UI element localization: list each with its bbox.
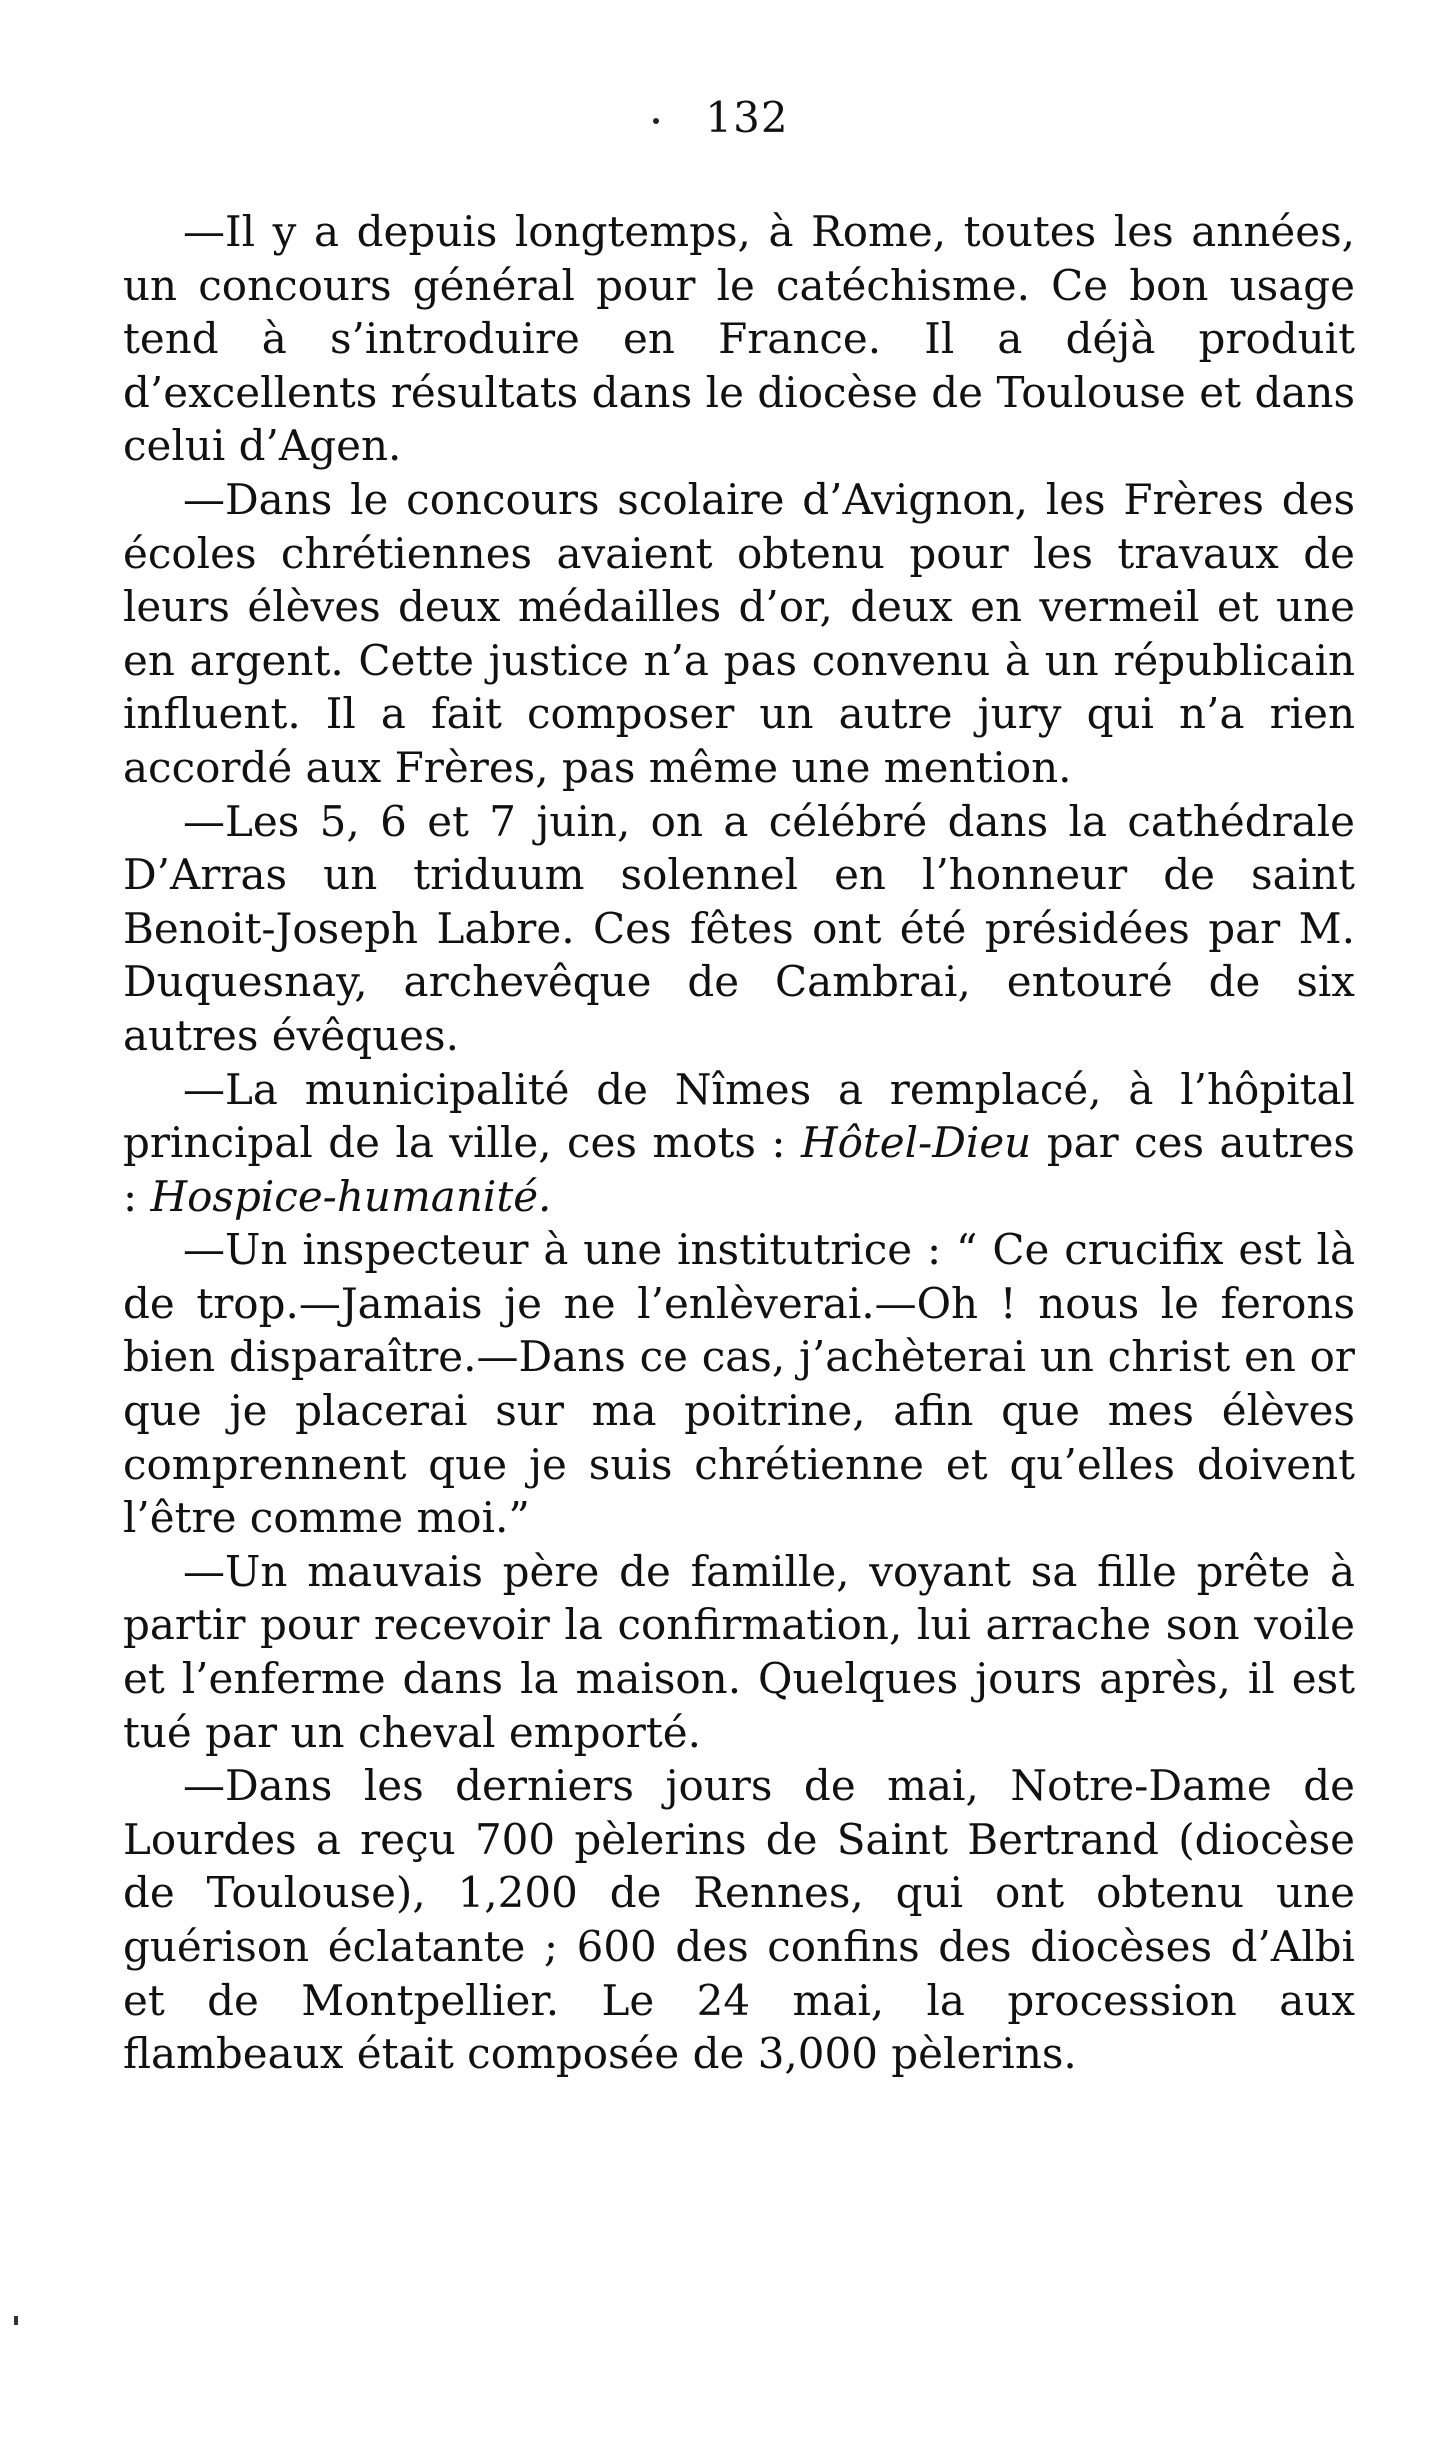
paragraph-crucifix-dialogue: —Un inspecteur à une institutrice : “ Ce crucifix est là de trop.—Jamais je ne l’enlèverai.—Oh ! nous le ferons bien disparaître.—Dans ce cas, j’achèterai un christ en or que je placerai sur ma poitrine, afin que mes élèves comprennent que je suis chrétienne et qu’elles doivent l’être comme moi.” [123, 1225, 1355, 1543]
nimes-text-middle: par ces autres : [123, 1118, 1355, 1221]
paragraph-nimes-hospital [123, 1063, 1355, 1224]
page-number-header [0, 92, 1442, 144]
paragraph-avignon-contest: —Dans le concours scolaire d’Avignon, les Frères des écoles chrétiennes avaient obtenu pour les travaux de leurs élèves deux médailles d’or, deux en vermeil et une en argent. Cette justice n’a pas convenu à un républicain influent. Il a fait composer un autre jury qui n’a rien accordé aux Frères, pas même une mention. [123, 474, 1355, 792]
paragraph-lourdes-pilgrims: —Dans les derniers jours de mai, Notre-Dame de Lourdes a reçu 700 pèlerins de Saint Bertrand (diocèse de Toulouse), 1,200 de Rennes, qui ont obtenu une guérison éclatante ; 600 des confins des diocèses d’Albi et de Montpellier. Le 24 mai, la procession aux flambeaux était composée de 3,000 pèlerins. [123, 1761, 1355, 2079]
margin-ink-mark [14, 2316, 18, 2325]
page-number: 132 [705, 93, 789, 142]
hospice-humanite-term: Hospice-humanité. [150, 1171, 552, 1221]
paragraph-arras-triduum: —Les 5, 6 et 7 juin, on a célébré dans la cathédrale D’Arras un triduum solennel en l’honneur de saint Benoit-Joseph Labre. Ces fêtes ont été présidées par M. Duquesnay, archevêque de Cambrai, entouré de six autres évêques. [123, 796, 1355, 1060]
paragraph-catechism-contest: —Il y a depuis longtemps, à Rome, toutes les années, un concours général pour le catéchisme. Ce bon usage tend à s’introduire en France. Il a déjà produit d’excellents résultats dans le diocèse de Toulouse et dans celui d’Agen. [123, 207, 1355, 471]
hotel-dieu-term: Hôtel-Dieu [800, 1118, 1032, 1168]
body-text [123, 205, 1355, 2081]
nimes-text-start: —La municipalité de Nîmes a remplacé, à l’hôpital principal de la ville, ces mots : [123, 1064, 1355, 1168]
ink-dot [653, 118, 659, 124]
paragraph-bad-father: —Un mauvais père de famille, voyant sa fille prête à partir pour recevoir la confirmation, lui arrache son voile et l’enferme dans la maison. Quelques jours après, il est tué par un cheval emporté. [123, 1546, 1355, 1757]
